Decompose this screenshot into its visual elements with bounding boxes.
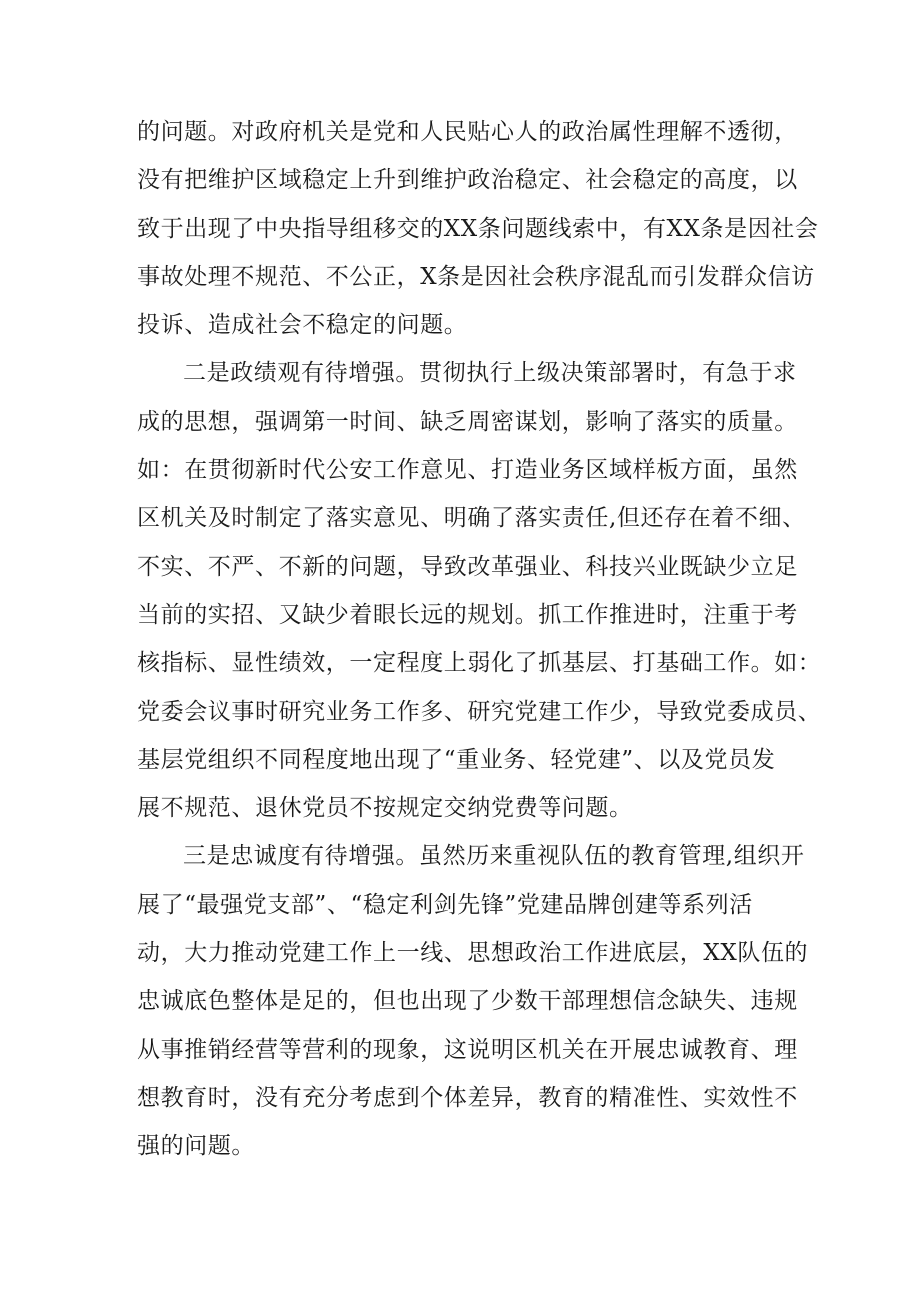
text-line: 想教育时，没有充分考虑到个体差异，教育的精准性、实效性不	[137, 1084, 798, 1111]
text-line: 致于出现了中央指导组移交的XX条问题线索中，有XX条是因社会	[137, 215, 819, 242]
text-line: 三是忠诚度有待增强。虽然历来重视队伍的教育管理,组织开	[183, 843, 805, 870]
text-line: 当前的实招、又缺少着眼长远的规划。抓工作推进时，注重于考	[137, 601, 798, 628]
paragraph-2	[137, 349, 822, 832]
text-line: 区机关及时制定了落实意见、明确了落实责任,但还存在着不细、	[137, 505, 806, 532]
text-line: 忠诚底色整体是足的，但也出现了少数干部理想信念缺失、违规	[137, 988, 798, 1015]
text-line: 动，大力推动党建工作上一线、思想政治工作进底层，XX队伍的	[137, 940, 809, 967]
text-line: 二是政绩观有待增强。贯彻执行上级决策部署时，有急于求	[183, 360, 797, 387]
document-body	[137, 108, 822, 1171]
text-line: 核指标、显性绩效，一定程度上弱化了抓基层、打基础工作。如：	[137, 650, 822, 677]
text-line: 投诉、造成社会不稳定的问题。	[137, 312, 468, 339]
text-line: 不实、不严、不新的问题，导致改革强业、科技兴业既缺少立足	[137, 553, 798, 580]
text-line: 从事推销经营等营利的现象，这说明区机关在开展忠诚教育、理	[137, 1036, 798, 1063]
text-line: 展不规范、退休党员不按规定交纳党费等问题。	[137, 795, 633, 822]
text-line: 没有把维护区域稳定上升到维护政治稳定、社会稳定的高度，以	[137, 167, 798, 194]
paragraph-1	[137, 108, 819, 349]
text-line: 如：在贯彻新时代公安工作意见、打造业务区域样板方面，虽然	[137, 457, 798, 484]
text-line: 的问题。对政府机关是党和人民贴心人的政治属性理解不透彻，	[137, 119, 798, 145]
text-line: 成的思想，强调第一时间、缺乏周密谋划，影响了落实的质量。	[137, 408, 798, 435]
text-line: 基层党组织不同程度地出现了“重业务、轻党建”、以及党员发	[137, 746, 776, 773]
paragraph-3	[137, 832, 809, 1170]
text-line: 事故处理不规范、不公正，X条是因社会秩序混乱而引发群众信访	[137, 263, 815, 290]
text-line: 党委会议事时研究业务工作多、研究党建工作少，导致党委成员、	[137, 698, 822, 725]
text-line: 强的问题。	[137, 1133, 255, 1160]
text-line: 展了“最强党支部”、“稳定利剑先锋”党建品牌创建等系列活	[137, 891, 753, 918]
